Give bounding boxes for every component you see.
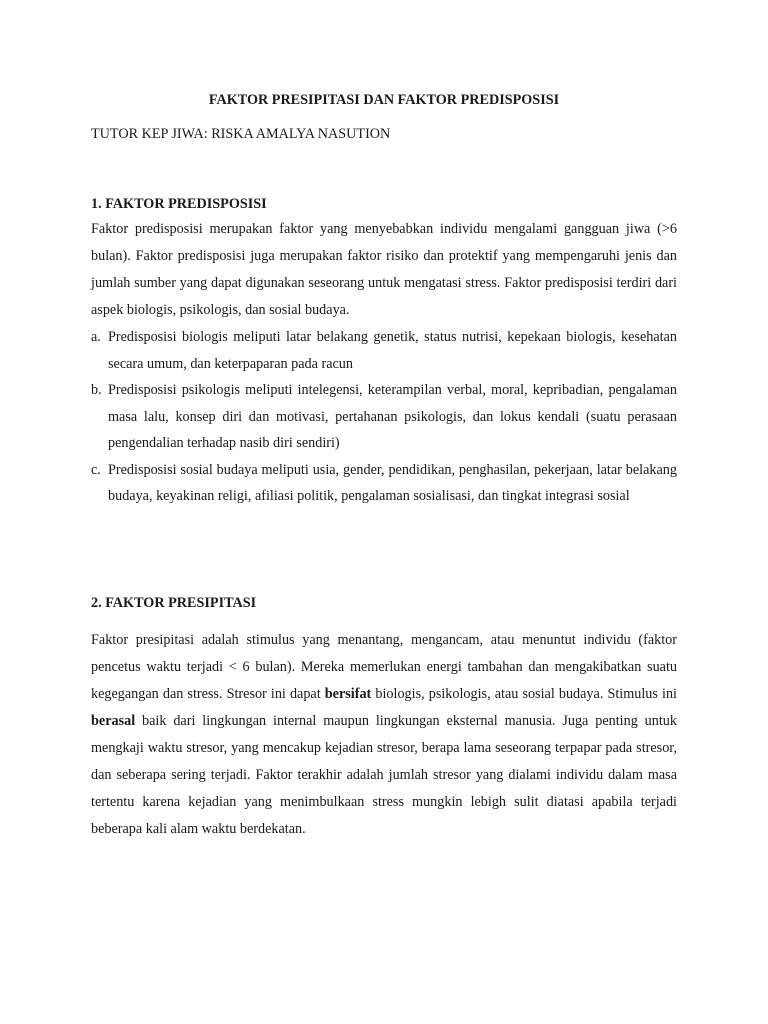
tutor-line: TUTOR KEP JIWA: RISKA AMALYA NASUTION (91, 126, 391, 142)
list-marker: b. (91, 382, 102, 398)
bold-term: berasal (91, 713, 136, 729)
list-item-text: Predisposisi sosial budaya meliputi usia, gender, pendidikan, penghasilan, pekerjaan, latar belakang budaya, keyakinan religi, afiliasi politik, pengalaman sosialisasi, dan tingkat integrasi sosial (108, 461, 677, 504)
document-title: FAKTOR PRESIPITASI DAN FAKTOR PREDISPOSISI (208, 92, 560, 108)
list-marker: a. (91, 329, 101, 345)
bold-term: bersifat (324, 686, 372, 702)
list-item (91, 377, 677, 457)
list-marker: c. (91, 461, 101, 478)
predisposition-list (91, 324, 677, 510)
paragraph-text: biologis, psikologis, atau sosial budaya. Stimulus ini (371, 686, 677, 702)
paragraph-text: baik dari lingkungan internal maupun lingkungan eksternal manusia. Juga penting untuk mengkaji waktu stresor, yang mencakup kejadian stresor, berapa lama seseorang terpapar pada stresor, dan seberapa sering terjadi. Faktor terakhir adalah jumlah stresor yang dialami individu dalam masa tertentu karena kejadian yang menimbulkaan stress mungkin lebigh sulit diatasi apabila terjadi beberapa kali alam waktu berdekatan. (91, 713, 677, 837)
section1-intro: Faktor predisposisi merupakan faktor yang menyebabkan individu mengalami gangguan jiwa (>6 bulan). Faktor predisposisi juga merupakan faktor risiko dan protektif yang mempengaruhi jenis dan jumlah sumber yang dapat digunakan seseorang untuk mengatasi stress. Faktor predisposisi terdiri dari aspek biologis, psikologis, dan sosial budaya. (91, 221, 677, 318)
section1-heading: 1. FAKTOR PREDISPOSISI (91, 196, 267, 212)
list-item (91, 324, 677, 377)
list-item-text: Predisposisi psikologis meliputi intelegensi, keterampilan verbal, moral, kepribadian, pengalaman masa lalu, konsep diri dan motivasi, pertahanan psikologis, dan lokus kendali (suatu perasaan pengendalian terhadap nasib diri sendiri) (108, 382, 677, 451)
section2-paragraph (91, 627, 677, 843)
list-item (91, 457, 677, 510)
paragraph-text: Faktor presipitasi adalah stimulus yang menantang, mengancam, atau menuntut individu (faktor pencetus waktu terjadi < 6 bulan). Mereka memerlukan energi tambahan dan mengakibatkan suatu kegegangan dan stress. Stresor ini dapat (91, 632, 677, 702)
list-item-text: Predisposisi biologis meliputi latar belakang genetik, status nutrisi, kepekaan biologis, kesehatan secara umum, dan keterpaparan pada racun (108, 329, 677, 372)
section2-heading: 2. FAKTOR PRESIPITASI (91, 595, 257, 611)
